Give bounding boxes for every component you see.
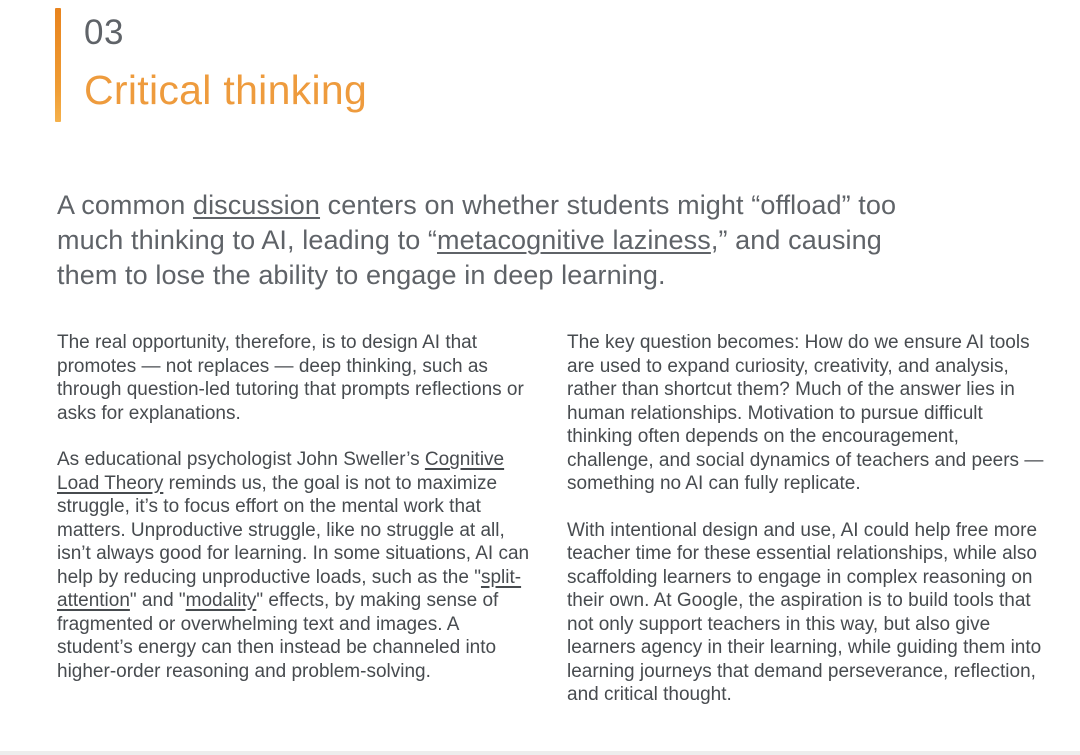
section-number: 03	[84, 13, 124, 52]
text-run: centers on whether students might “offload” too much thinking to AI, leading to “	[57, 190, 897, 255]
body-paragraph	[567, 331, 1047, 496]
intro-statement	[57, 188, 937, 293]
text-run: The key question becomes: How do we ensure AI tools are used to expand curiosity, creativity, and analysis, rather than shortcut them? Much of the answer lies in human relationships. Motivation to pursue difficult thinking often depends on the encouragement, challenge, and social dynamics of teachers and peers — something no AI can fully replicate.	[567, 332, 1044, 494]
section-title: Critical thinking	[84, 66, 368, 113]
text-link[interactable]: metacognitive laziness	[437, 225, 711, 255]
text-link[interactable]: Cognitive Load Theory	[57, 449, 505, 494]
left-column	[57, 331, 537, 707]
text-run: The real opportunity, therefore, is to design AI that promotes — not replaces — deep thinking, such as through question-led tutoring that prompts reflections or asks for explanations.	[57, 332, 524, 424]
text-run: As educational psychologist John Sweller’s	[57, 449, 425, 470]
text-run: " effects, by making sense of fragmented or overwhelming text and images. A student’s energy can then instead be channeled into higher-order reasoning and problem-solving.	[57, 590, 499, 682]
text-run: ,” and causing them to lose the ability to engage in deep learning.	[57, 225, 882, 290]
body-paragraph	[57, 448, 537, 683]
page-bottom-edge	[0, 751, 1080, 755]
body-paragraph	[567, 519, 1047, 707]
body-columns	[57, 331, 1047, 707]
body-paragraph	[57, 331, 537, 425]
text-link[interactable]: discussion	[192, 190, 321, 220]
section-header	[55, 8, 367, 122]
right-column	[567, 331, 1047, 707]
text-link[interactable]: split-attention	[57, 566, 522, 611]
text-run: reminds us, the goal is not to maximize struggle, it’s to focus effort on the mental work that matters. Unproductive struggle, like no struggle at all, isn’t always good for learning. In some situations, AI can help by reducing unproductive loads, such as the "	[57, 472, 530, 588]
text-run: A common	[57, 190, 193, 220]
section-header-text	[84, 8, 367, 122]
text-link[interactable]: modality	[185, 590, 257, 611]
section-accent-bar	[55, 8, 61, 122]
text-run: " and "	[129, 590, 186, 611]
text-run: With intentional design and use, AI could help free more teacher time for these essential relationships, while also scaffolding learners to engage in complex reasoning on their own. At Google, the aspiration is to build tools that not only support teachers in this way, but also give learners agency in their learning, while guiding them into learning journeys that demand perseverance, reflection, and critical thought.	[567, 519, 1042, 705]
